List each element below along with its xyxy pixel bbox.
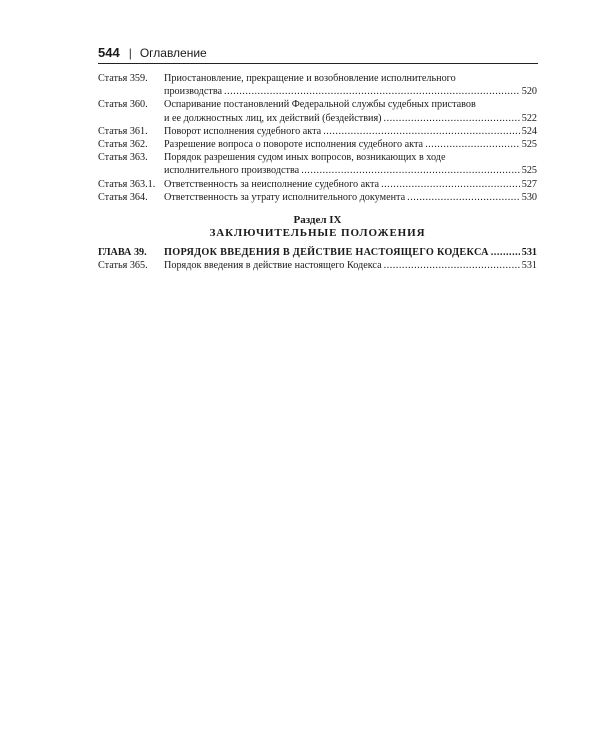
running-title: Оглавление (139, 46, 207, 60)
toc-entry[interactable] (98, 178, 537, 191)
article-title: Разрешение вопроса о повороте исполнения судебного акта (164, 139, 424, 151)
article-title: исполнительного производства (164, 165, 300, 177)
toc-entry[interactable] (98, 138, 537, 151)
dot-leader (224, 85, 520, 98)
toc-entry[interactable] (98, 125, 537, 138)
dot-leader (384, 112, 520, 125)
article-title: и ее должностных лиц, их действий (бездействия) (164, 112, 382, 124)
page-reference: 530 (521, 191, 537, 203)
article-title: производства (164, 86, 223, 98)
dot-leader (491, 246, 520, 259)
article-title: Ответственность за неисполнение судебного акта (164, 178, 380, 190)
dot-leader (323, 125, 520, 138)
toc-entries-section-viii (98, 72, 537, 204)
chapter-title: ПОРЯДОК ВВЕДЕНИЯ В ДЕЙСТВИЕ НАСТОЯЩЕГО КОДЕКСА (164, 247, 489, 259)
header-separator: | (128, 46, 132, 60)
page-header (98, 40, 538, 64)
dot-leader (384, 259, 520, 272)
article-title-line: Порядок разрешения судом иных вопросов, возникающих в ходе (164, 152, 446, 164)
article-number: Статья 363.1. (98, 178, 156, 190)
article-number: Статья 362. (98, 139, 148, 151)
toc-entry[interactable] (98, 191, 537, 204)
section-title: Раздел IX (293, 214, 342, 227)
dot-leader (301, 164, 520, 177)
chapter-number: ГЛАВА 39. (98, 247, 147, 259)
page-reference: 525 (521, 139, 537, 151)
article-number: Статья 361. (98, 125, 148, 137)
article-number: Статья 364. (98, 191, 148, 203)
article-number: Статья 365. (98, 260, 148, 272)
toc-entry[interactable] (98, 98, 537, 124)
table-of-contents (98, 72, 537, 272)
toc-entries-chapter-39 (98, 259, 537, 272)
dot-leader (407, 191, 520, 204)
toc-chapter-entry[interactable] (98, 246, 537, 259)
page-reference: 531 (521, 260, 537, 272)
page-reference: 525 (521, 165, 537, 177)
chapter-page: 531 (521, 247, 537, 259)
dot-leader (381, 178, 520, 191)
page-reference: 520 (521, 86, 537, 98)
toc-entry[interactable] (98, 259, 537, 272)
article-number: Статья 360. (98, 99, 148, 111)
page-number: 544 (98, 45, 120, 60)
page-reference: 527 (521, 178, 537, 190)
article-number: Статья 359. (98, 73, 148, 84)
toc-entry[interactable] (98, 151, 537, 177)
dot-leader (425, 138, 520, 151)
section-subtitle: ЗАКЛЮЧИТЕЛЬНЫЕ ПОЛОЖЕНИЯ (209, 227, 426, 240)
article-title: Порядок введения в действие настоящего Кодекса (164, 260, 382, 272)
page-reference: 524 (521, 125, 537, 137)
toc-entry[interactable] (98, 72, 537, 98)
article-title-line: Приостановление, прекращение и возобновление исполнительного (164, 73, 456, 84)
article-title-line: Оспаривание постановлений Федеральной службы судебных приставов (164, 99, 476, 111)
page-reference: 522 (521, 112, 537, 124)
article-title: Поворот исполнения судебного акта (164, 125, 322, 137)
article-number: Статья 363. (98, 152, 148, 164)
article-title: Ответственность за утрату исполнительного документа (164, 191, 406, 203)
